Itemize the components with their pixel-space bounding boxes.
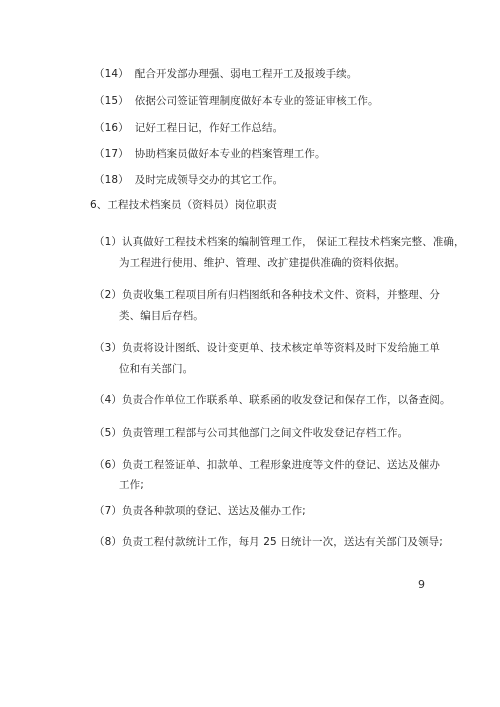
- item-number: （5）: [94, 427, 122, 439]
- item-text: 负责合作单位工作联系单、联系函的收发登记和保存工作，以备查阅。: [121, 394, 451, 406]
- item-number: （6）: [94, 459, 122, 471]
- item-number: （2）: [94, 289, 122, 301]
- item-number: （7）: [94, 505, 122, 517]
- item-text: 依据公司签证管理制度做好本专业的签证审核工作。: [134, 95, 379, 107]
- item-continuation: 为工程进行使用、维护、管理、改扩建提供准确的资料依据。: [119, 257, 406, 269]
- list-item: [94, 535, 443, 549]
- list-item: [94, 393, 451, 407]
- item-text: 及时完成领导交办的其它工作。: [134, 174, 284, 186]
- item-text: 协助档案员做好本专业的档案管理工作。: [134, 148, 326, 160]
- item-number: （3）: [94, 342, 122, 354]
- list-item: [94, 67, 357, 81]
- item-number: （16）: [94, 122, 129, 134]
- item-text: 负责管理工程部与公司其他部门之间文件收发登记存档工作。: [121, 427, 409, 439]
- item-text: 负责将设计图纸、设计变更单、技术核定单等资料及时下发给施工单: [121, 342, 440, 354]
- item-text: 配合开发部办理强、弱电工程开工及报竣手续。: [134, 68, 358, 80]
- item-text: 负责工程付款统计工作，每月 25 日统计一次，送达有关部门及领导;: [121, 536, 443, 548]
- item-number: （1）: [94, 236, 122, 248]
- list-item: [94, 426, 408, 440]
- list-item: [94, 235, 465, 249]
- item-number: （14）: [94, 68, 129, 80]
- item-text: 负责各种款项的登记、送达及催办工作;: [121, 505, 306, 517]
- list-item: [94, 288, 440, 302]
- list-item: [94, 173, 283, 187]
- list-item: [94, 147, 326, 161]
- item-text: 负责收集工程项目所有归档图纸和各种技术文件、资料，并整理、分: [121, 289, 440, 301]
- list-item: [94, 458, 440, 472]
- list-item: [94, 94, 379, 108]
- item-continuation: 工作;: [119, 479, 144, 491]
- list-item: [94, 504, 306, 518]
- item-text: 记好工程日记，作好工作总结。: [134, 122, 284, 134]
- item-text: 负责工程签证单、扣款单、工程形象进度等文件的登记、送达及催办: [121, 459, 440, 471]
- list-item: [94, 121, 283, 135]
- item-continuation: 位和有关部门。: [119, 363, 194, 375]
- section-heading: 6、工程技术档案员（资料员）岗位职责: [90, 199, 277, 211]
- item-number: （4）: [94, 394, 122, 406]
- item-number: （8）: [94, 536, 122, 548]
- item-continuation: 类、编目后存档。: [119, 310, 204, 322]
- item-number: （18）: [94, 174, 129, 186]
- page-number: 9: [418, 578, 425, 591]
- item-number: （15）: [94, 95, 129, 107]
- item-text: 认真做好工程技术档案的编制管理工作， 保证工程技术档案完整、准确，: [121, 236, 465, 248]
- item-number: （17）: [94, 148, 129, 160]
- list-item: [94, 341, 440, 355]
